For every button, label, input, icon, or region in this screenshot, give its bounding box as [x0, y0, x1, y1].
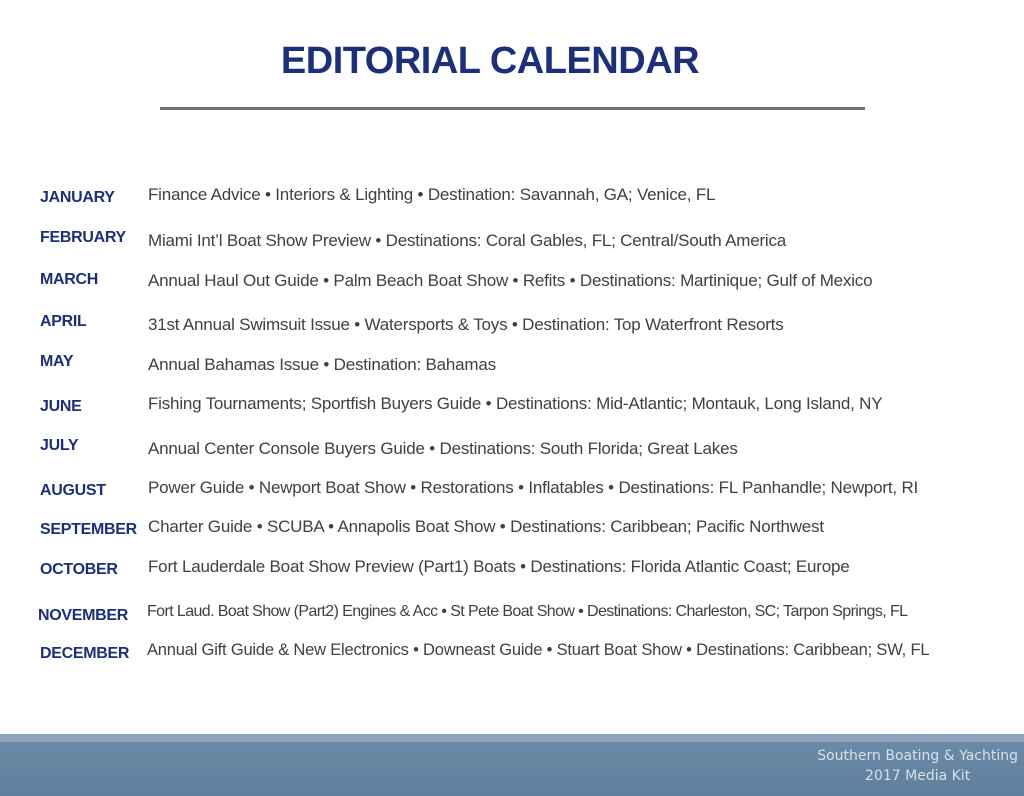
- month-label: MAY: [40, 353, 74, 370]
- month-topics: Fort Lauderdale Boat Show Preview (Part1) Boats • Destinations: Florida Atlantic Coast; Europe: [148, 557, 850, 576]
- footer-text: [817, 746, 1018, 786]
- month-topics: Miami Int’l Boat Show Preview • Destinations: Coral Gables, FL; Central/South America: [148, 231, 787, 250]
- month-label: SEPTEMBER: [40, 521, 137, 538]
- footer-band: [0, 734, 1024, 796]
- footer-media-kit-label: 2017 Media Kit: [865, 768, 971, 784]
- month-label: JANUARY: [40, 189, 115, 206]
- title-divider: [160, 107, 865, 110]
- month-topics: Fishing Tournaments; Sportfish Buyers Guide • Destinations: Mid-Atlantic; Montauk, Long Island, NY: [148, 394, 883, 413]
- month-label: OCTOBER: [40, 561, 118, 578]
- month-label: DECEMBER: [40, 645, 130, 662]
- month-topics: Finance Advice • Interiors & Lighting • Destination: Savannah, GA; Venice, FL: [148, 185, 716, 204]
- month-topics: Fort Laud. Boat Show (Part2) Engines & Acc • St Pete Boat Show • Destinations: Charleston, SC; Tarpon Springs, FL: [147, 603, 908, 620]
- month-topics: Annual Gift Guide & New Electronics • Downeast Guide • Stuart Boat Show • Destinations: Caribbean; SW, FL: [147, 641, 930, 659]
- month-topics: Annual Bahamas Issue • Destination: Bahamas: [148, 355, 496, 374]
- month-label: APRIL: [40, 313, 87, 330]
- month-label: NOVEMBER: [38, 607, 129, 624]
- month-topics: Annual Haul Out Guide • Palm Beach Boat Show • Refits • Destinations: Martinique; Gulf of Mexico: [148, 271, 873, 290]
- month-topics: Charter Guide • SCUBA • Annapolis Boat Show • Destinations: Caribbean; Pacific Northwest: [148, 517, 824, 536]
- page-title: EDITORIAL CALENDAR: [280, 40, 700, 82]
- month-label: MARCH: [40, 271, 99, 288]
- month-topics: Power Guide • Newport Boat Show • Restorations • Inflatables • Destinations: FL Panhandle; Newport, RI: [148, 478, 919, 497]
- month-label: AUGUST: [40, 482, 106, 499]
- footer-publication-name: Southern Boating & Yachting: [817, 748, 1018, 764]
- month-topics: 31st Annual Swimsuit Issue • Watersports & Toys • Destination: Top Waterfront Resorts: [148, 315, 784, 334]
- month-label: FEBRUARY: [40, 229, 126, 246]
- month-label: JUNE: [40, 398, 82, 415]
- month-label: JULY: [40, 437, 79, 454]
- month-topics: Annual Center Console Buyers Guide • Destinations: South Florida; Great Lakes: [148, 439, 738, 458]
